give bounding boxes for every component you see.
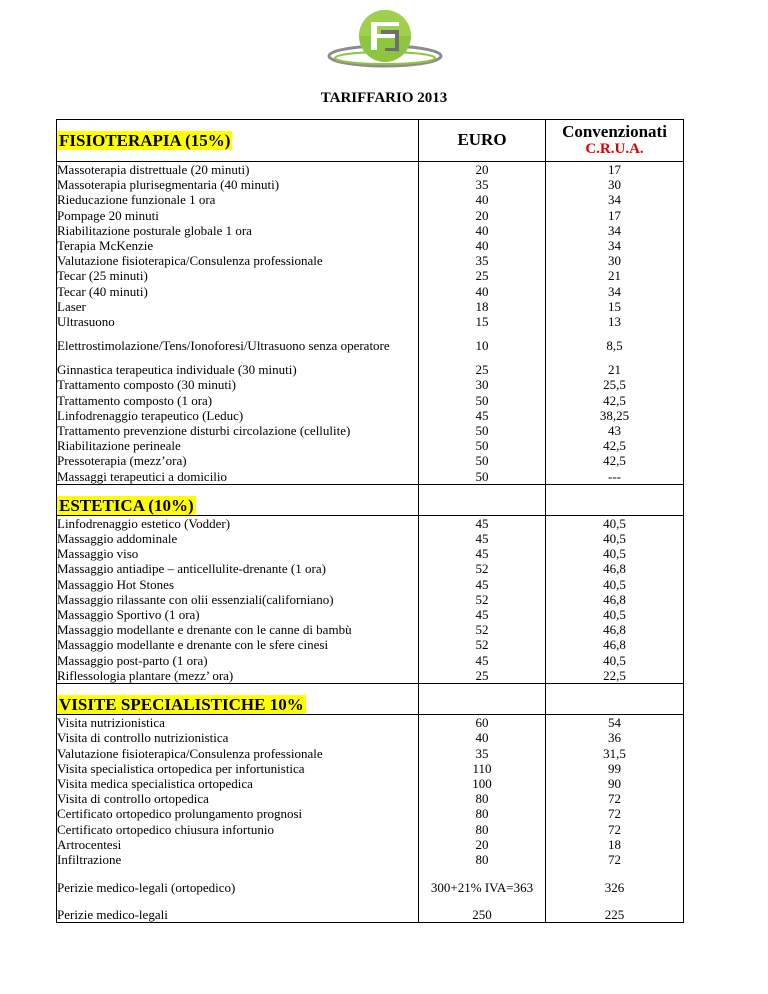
item-name: Massaggio modellante e drenante con le canne di bambù: [57, 622, 419, 637]
table-row: [57, 907, 684, 923]
item-price-convenzionati: 21: [546, 268, 684, 283]
item-name: Massaggio post-parto (1 ora): [57, 653, 419, 668]
item-price-convenzionati: 22,5: [546, 668, 684, 684]
table-row: [57, 761, 684, 776]
item-name: Artrocentesi: [57, 837, 419, 852]
item-price-euro: 35: [419, 746, 546, 761]
table-row: [57, 806, 684, 821]
item-price-euro: 50: [419, 393, 546, 408]
item-price-euro: 50: [419, 438, 546, 453]
item-name: Riflessologia plantare (mezz’ ora): [57, 668, 419, 684]
item-name: Pressoterapia (mezz’ora): [57, 453, 419, 468]
item-name: Infiltrazione: [57, 852, 419, 867]
table-header-row: [57, 120, 684, 162]
item-price-convenzionati: 40,5: [546, 607, 684, 622]
table-row: [57, 746, 684, 761]
item-name: Visita medica specialistica ortopedica: [57, 776, 419, 791]
item-name: Tecar (40 minuti): [57, 284, 419, 299]
item-price-convenzionati: 99: [546, 761, 684, 776]
item-name: Ginnastica terapeutica individuale (30 minuti): [57, 362, 419, 377]
item-name: Trattamento composto (30 minuti): [57, 377, 419, 392]
item-price-euro: 20: [419, 208, 546, 223]
table-row: [57, 314, 684, 329]
item-price-convenzionati: 72: [546, 852, 684, 867]
item-price-euro: 18: [419, 299, 546, 314]
item-price-euro: 80: [419, 791, 546, 806]
item-price-euro: 45: [419, 515, 546, 531]
item-price-euro: 20: [419, 837, 546, 852]
item-name: Massaggi terapeutici a domicilio: [57, 469, 419, 485]
item-price-convenzionati: 15: [546, 299, 684, 314]
item-name: Valutazione fisioterapica/Consulenza professionale: [57, 746, 419, 761]
table-row: [57, 637, 684, 652]
item-price-euro: 110: [419, 761, 546, 776]
item-price-convenzionati: 225: [546, 907, 684, 923]
item-price-convenzionati: 90: [546, 776, 684, 791]
table-row: [57, 668, 684, 684]
section-header-row: [57, 684, 684, 715]
table-row: [57, 253, 684, 268]
table-row: [57, 177, 684, 192]
item-name: Massaggio antiadipe – anticellulite-drenante (1 ora): [57, 561, 419, 576]
section-empty-cell: [419, 684, 546, 715]
item-price-convenzionati: 17: [546, 208, 684, 223]
item-price-convenzionati: 326: [546, 867, 684, 907]
item-price-euro: 45: [419, 546, 546, 561]
item-price-convenzionati: 46,8: [546, 592, 684, 607]
item-name: Riabilitazione perineale: [57, 438, 419, 453]
item-price-euro: 52: [419, 637, 546, 652]
item-name: Certificato ortopedico prolungamento prognosi: [57, 806, 419, 821]
table-row: [57, 268, 684, 283]
item-name: Massaggio Hot Stones: [57, 577, 419, 592]
header-convenzionati: Convenzionati: [562, 122, 667, 142]
item-price-euro: 45: [419, 607, 546, 622]
item-price-convenzionati: 42,5: [546, 453, 684, 468]
item-name: Laser: [57, 299, 419, 314]
header-crua: C.R.U.A.: [585, 140, 644, 157]
item-price-convenzionati: 42,5: [546, 438, 684, 453]
item-price-convenzionati: 25,5: [546, 377, 684, 392]
item-price-convenzionati: 34: [546, 223, 684, 238]
tariff-table: [56, 119, 684, 923]
item-price-euro: 40: [419, 730, 546, 745]
table-row: [57, 469, 684, 485]
table-row: [57, 423, 684, 438]
section-estetica-cell: [57, 484, 419, 515]
item-price-euro: 80: [419, 822, 546, 837]
item-price-euro: 52: [419, 622, 546, 637]
item-price-convenzionati: 38,25: [546, 408, 684, 423]
table-row: [57, 362, 684, 377]
page-title: TARIFFARIO 2013: [320, 90, 448, 106]
item-price-euro: 25: [419, 362, 546, 377]
item-price-euro: 250: [419, 907, 546, 923]
item-name: Trattamento prevenzione disturbi circolazione (cellulite): [57, 423, 419, 438]
table-row: [57, 329, 684, 362]
item-name: Linfodrenaggio estetico (Vodder): [57, 515, 419, 531]
table-row: [57, 822, 684, 837]
section-empty-cell: [546, 484, 684, 515]
item-price-euro: 300+21% IVA=363: [419, 867, 546, 907]
item-name: Massoterapia distrettuale (20 minuti): [57, 162, 419, 178]
item-price-convenzionati: 18: [546, 837, 684, 852]
section-estetica: ESTETICA (10%): [59, 495, 194, 515]
table-row: [57, 653, 684, 668]
table-row: [57, 393, 684, 408]
table-row: [57, 515, 684, 531]
item-price-convenzionati: 46,8: [546, 622, 684, 637]
item-price-euro: 40: [419, 284, 546, 299]
table-row: [57, 867, 684, 907]
table-row: [57, 377, 684, 392]
item-price-euro: 50: [419, 423, 546, 438]
item-name: Massoterapia plurisegmentaria (40 minuti): [57, 177, 419, 192]
item-name: Certificato ortopedico chiusura infortunio: [57, 822, 419, 837]
section-fisioterapia-cell: [57, 120, 419, 162]
item-name: Elettrostimolazione/Tens/Ionoforesi/Ultrasuono senza operatore: [57, 329, 419, 362]
item-name: Visita di controllo nutrizionistica: [57, 730, 419, 745]
table-row: [57, 776, 684, 791]
item-price-euro: 80: [419, 806, 546, 821]
table-row: [57, 791, 684, 806]
item-name: Visita di controllo ortopedica: [57, 791, 419, 806]
item-price-euro: 80: [419, 852, 546, 867]
table-row: [57, 837, 684, 852]
item-price-convenzionati: 30: [546, 177, 684, 192]
item-price-euro: 20: [419, 162, 546, 178]
table-row: [57, 622, 684, 637]
item-name: Massaggio rilassante con olii essenziali(californiano): [57, 592, 419, 607]
table-row: [57, 852, 684, 867]
item-price-euro: 52: [419, 592, 546, 607]
table-row: [57, 715, 684, 731]
item-name: Visita nutrizionistica: [57, 715, 419, 731]
table-row: [57, 546, 684, 561]
item-price-euro: 40: [419, 238, 546, 253]
item-name: Massaggio Sportivo (1 ora): [57, 607, 419, 622]
item-price-convenzionati: 21: [546, 362, 684, 377]
header-euro-cell: [419, 120, 546, 162]
item-price-convenzionati: 34: [546, 284, 684, 299]
item-name: Pompage 20 minuti: [57, 208, 419, 223]
section-empty-cell: [419, 484, 546, 515]
item-name: Massaggio viso: [57, 546, 419, 561]
company-logo: [325, 6, 445, 68]
item-price-euro: 45: [419, 531, 546, 546]
item-name: Massaggio modellante e drenante con le sfere cinesi: [57, 637, 419, 652]
item-price-euro: 15: [419, 314, 546, 329]
header-conv-cell: [546, 120, 684, 162]
item-price-euro: 50: [419, 469, 546, 485]
item-price-euro: 35: [419, 253, 546, 268]
section-empty-cell: [546, 684, 684, 715]
item-name: Tecar (25 minuti): [57, 268, 419, 283]
item-price-convenzionati: 72: [546, 806, 684, 821]
item-price-euro: 25: [419, 668, 546, 684]
item-price-convenzionati: 54: [546, 715, 684, 731]
item-name: Visita specialistica ortopedica per infortunistica: [57, 761, 419, 776]
item-name: Perizie medico-legali: [57, 907, 419, 923]
item-price-convenzionati: 34: [546, 238, 684, 253]
item-price-convenzionati: 42,5: [546, 393, 684, 408]
table-row: [57, 592, 684, 607]
item-price-euro: 10: [419, 329, 546, 362]
item-price-convenzionati: 30: [546, 253, 684, 268]
item-price-euro: 40: [419, 223, 546, 238]
item-price-convenzionati: 40,5: [546, 531, 684, 546]
item-price-convenzionati: 72: [546, 791, 684, 806]
item-price-euro: 45: [419, 408, 546, 423]
table-row: [57, 531, 684, 546]
item-price-euro: 35: [419, 177, 546, 192]
section-header-row: [57, 484, 684, 515]
item-price-convenzionati: 46,8: [546, 637, 684, 652]
item-price-euro: 50: [419, 453, 546, 468]
item-name: Linfodrenaggio terapeutico (Leduc): [57, 408, 419, 423]
item-name: Riabilitazione posturale globale 1 ora: [57, 223, 419, 238]
table-row: [57, 223, 684, 238]
section-visite-cell: [57, 684, 419, 715]
table-row: [57, 408, 684, 423]
item-price-euro: 45: [419, 577, 546, 592]
item-price-convenzionati: 40,5: [546, 653, 684, 668]
table-row: [57, 238, 684, 253]
table-row: [57, 208, 684, 223]
item-price-convenzionati: 43: [546, 423, 684, 438]
table-row: [57, 299, 684, 314]
table-row: [57, 453, 684, 468]
item-price-convenzionati: 34: [546, 192, 684, 207]
item-price-convenzionati: 40,5: [546, 515, 684, 531]
item-price-convenzionati: 17: [546, 162, 684, 178]
item-price-convenzionati: 13: [546, 314, 684, 329]
item-price-euro: 25: [419, 268, 546, 283]
item-price-euro: 60: [419, 715, 546, 731]
table-row: [57, 438, 684, 453]
item-price-euro: 40: [419, 192, 546, 207]
item-price-euro: 30: [419, 377, 546, 392]
item-price-euro: 45: [419, 653, 546, 668]
table-row: [57, 162, 684, 178]
item-name: Rieducazione funzionale 1 ora: [57, 192, 419, 207]
item-name: Valutazione fisioterapica/Consulenza professionale: [57, 253, 419, 268]
item-name: Perizie medico-legali (ortopedico): [57, 867, 419, 907]
item-price-euro: 100: [419, 776, 546, 791]
item-price-euro: 52: [419, 561, 546, 576]
header-euro: EURO: [457, 130, 507, 150]
table-row: [57, 561, 684, 576]
item-price-convenzionati: 40,5: [546, 546, 684, 561]
item-price-convenzionati: 72: [546, 822, 684, 837]
table-row: [57, 577, 684, 592]
item-name: Ultrasuono: [57, 314, 419, 329]
table-row: [57, 192, 684, 207]
item-price-convenzionati: 40,5: [546, 577, 684, 592]
item-price-convenzionati: 8,5: [546, 329, 684, 362]
item-name: Massaggio addominale: [57, 531, 419, 546]
item-price-convenzionati: ---: [546, 469, 684, 485]
table-row: [57, 284, 684, 299]
table-row: [57, 730, 684, 745]
item-name: Trattamento composto (1 ora): [57, 393, 419, 408]
table-row: [57, 607, 684, 622]
item-price-convenzionati: 31,5: [546, 746, 684, 761]
item-price-convenzionati: 46,8: [546, 561, 684, 576]
section-visite: VISITE SPECIALISTICHE 10%: [59, 695, 304, 715]
section-fisioterapia: FISIOTERAPIA (15%): [59, 131, 231, 150]
item-name: Terapia McKenzie: [57, 238, 419, 253]
item-price-convenzionati: 36: [546, 730, 684, 745]
